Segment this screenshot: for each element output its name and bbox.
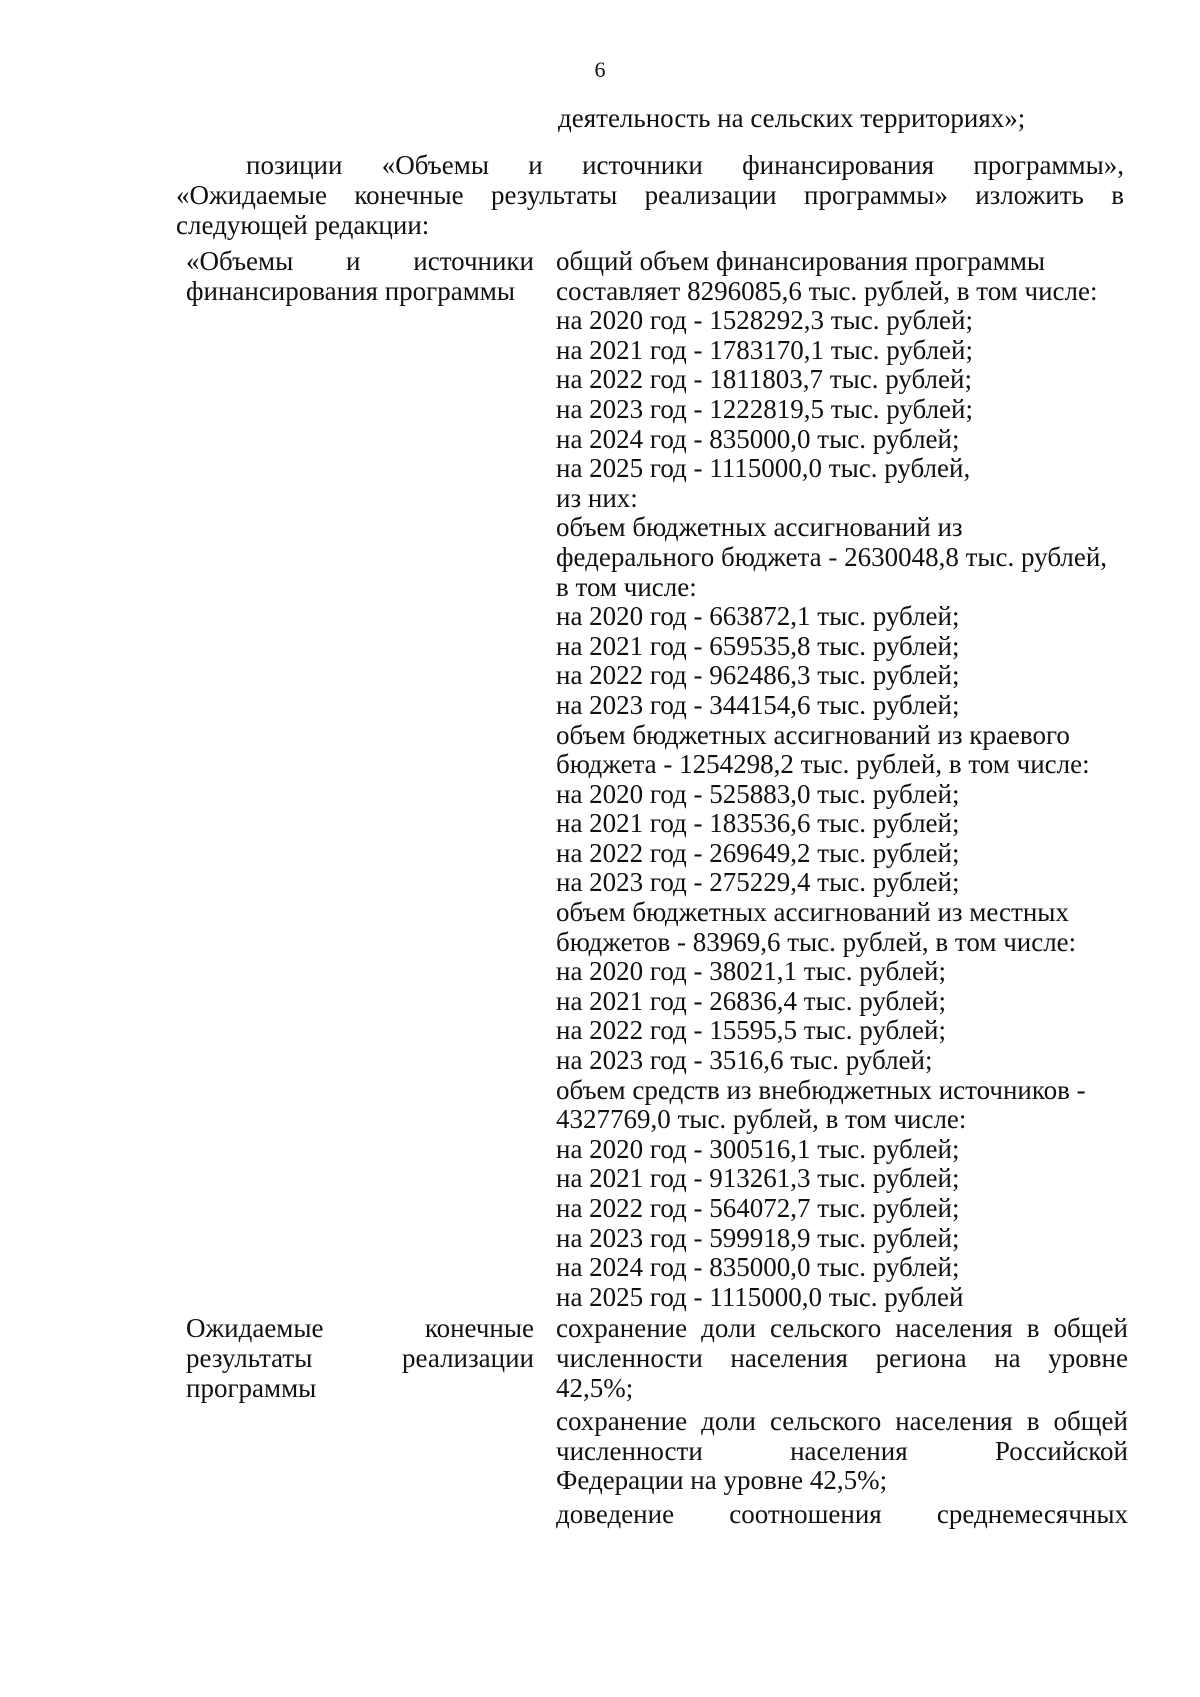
financing-line: из них: <box>556 482 638 513</box>
financing-line: на 2025 год - 1115000,0 тыс. рублей, <box>556 453 971 484</box>
financing-line: объем бюджетных ассигнований из краевого <box>556 719 1070 750</box>
financing-line: на 2023 год - 275229,4 тыс. рублей; <box>556 867 960 898</box>
financing-line: на 2021 год - 659535,8 тыс. рублей; <box>556 630 960 661</box>
result-line: сохранение доли сельского населения в общей <box>556 1406 1128 1437</box>
continuation-line: деятельность на сельских территориях»; <box>558 103 1026 133</box>
result-paragraph <box>556 1314 1128 1403</box>
result-line: Федерации на уровне 42,5%; <box>556 1465 888 1496</box>
result-line: доведение соотношения среднемесячных <box>556 1498 1128 1529</box>
financing-line: на 2021 год - 913261,3 тыс. рублей; <box>556 1163 960 1194</box>
financing-line: 4327769,0 тыс. рублей, в том числе: <box>556 1104 967 1135</box>
label-line: результаты реализации <box>186 1342 534 1373</box>
results-value <box>556 1314 1128 1529</box>
label-line: финансирования программы <box>186 275 516 306</box>
result-line: численности населения Российской <box>556 1435 1128 1466</box>
financing-line: на 2020 год - 663872,1 тыс. рублей; <box>556 601 960 632</box>
financing-value <box>556 247 1128 1312</box>
intro-line: следующей редакции: <box>176 210 430 240</box>
financing-line: на 2022 год - 15595,5 тыс. рублей; <box>556 1015 946 1046</box>
financing-line: на 2020 год - 525883,0 тыс. рублей; <box>556 778 960 809</box>
financing-line: на 2023 год - 3516,6 тыс. рублей; <box>556 1045 933 1076</box>
label-line: Ожидаемые конечные <box>186 1313 534 1344</box>
label-line: «Объемы и источники <box>186 246 534 276</box>
financing-line: бюджета - 1254298,2 тыс. рублей, в том числе: <box>556 749 1090 780</box>
financing-line: на 2022 год - 269649,2 тыс. рублей; <box>556 837 960 868</box>
financing-label <box>186 247 534 1312</box>
financing-line: на 2023 год - 599918,9 тыс. рублей; <box>556 1222 960 1253</box>
financing-line: на 2020 год - 300516,1 тыс. рублей; <box>556 1133 960 1164</box>
positions-table <box>186 247 1126 1530</box>
results-label <box>186 1314 534 1529</box>
financing-line: на 2025 год - 1115000,0 тыс. рублей <box>556 1281 964 1312</box>
financing-row <box>186 247 1126 1312</box>
financing-line: объем бюджетных ассигнований из местных <box>556 897 1069 928</box>
financing-line: на 2021 год - 1783170,1 тыс. рублей; <box>556 334 973 365</box>
page-number: 6 <box>594 57 606 82</box>
result-paragraph <box>556 1500 1128 1530</box>
financing-line: в том числе: <box>556 571 697 602</box>
financing-line: на 2023 год - 344154,6 тыс. рублей; <box>556 689 960 720</box>
financing-line: на 2022 год - 962486,3 тыс. рублей; <box>556 660 960 691</box>
financing-line: на 2020 год - 1528292,3 тыс. рублей; <box>556 305 973 336</box>
financing-line: составляет 8296085,6 тыс. рублей, в том числе: <box>556 275 1098 306</box>
financing-line: на 2021 год - 26836,4 тыс. рублей; <box>556 985 946 1016</box>
financing-line: на 2024 год - 835000,0 тыс. рублей; <box>556 1252 960 1283</box>
results-row <box>186 1314 1126 1529</box>
financing-line: на 2023 год - 1222819,5 тыс. рублей; <box>556 393 973 424</box>
financing-line: на 2020 год - 38021,1 тыс. рублей; <box>556 956 946 987</box>
intro-line: «Ожидаемые конечные результаты реализации программы» изложить в <box>176 180 1124 210</box>
financing-line: общий объем финансирования программы <box>556 246 1046 276</box>
financing-line: на 2024 год - 835000,0 тыс. рублей; <box>556 423 960 454</box>
financing-line: на 2021 год - 183536,6 тыс. рублей; <box>556 808 960 839</box>
financing-line: бюджетов - 83969,6 тыс. рублей, в том числе: <box>556 926 1077 957</box>
intro-line: позиции «Объемы и источники финансирования программы», <box>246 150 1124 180</box>
label-line: программы <box>186 1372 317 1403</box>
result-line: численности населения региона на уровне <box>556 1342 1128 1373</box>
financing-line: федерального бюджета - 2630048,8 тыс. рублей, <box>556 541 1108 572</box>
financing-line: объем средств из внебюджетных источников - <box>556 1074 1086 1105</box>
result-paragraph <box>556 1407 1128 1496</box>
result-line: сохранение доли сельского населения в общей <box>556 1313 1128 1344</box>
intro-paragraph <box>176 150 1124 240</box>
financing-line: объем бюджетных ассигнований из <box>556 512 963 543</box>
financing-line: на 2022 год - 1811803,7 тыс. рублей; <box>556 364 972 395</box>
result-line: 42,5%; <box>556 1372 634 1403</box>
financing-line: на 2022 год - 564072,7 тыс. рублей; <box>556 1193 960 1223</box>
